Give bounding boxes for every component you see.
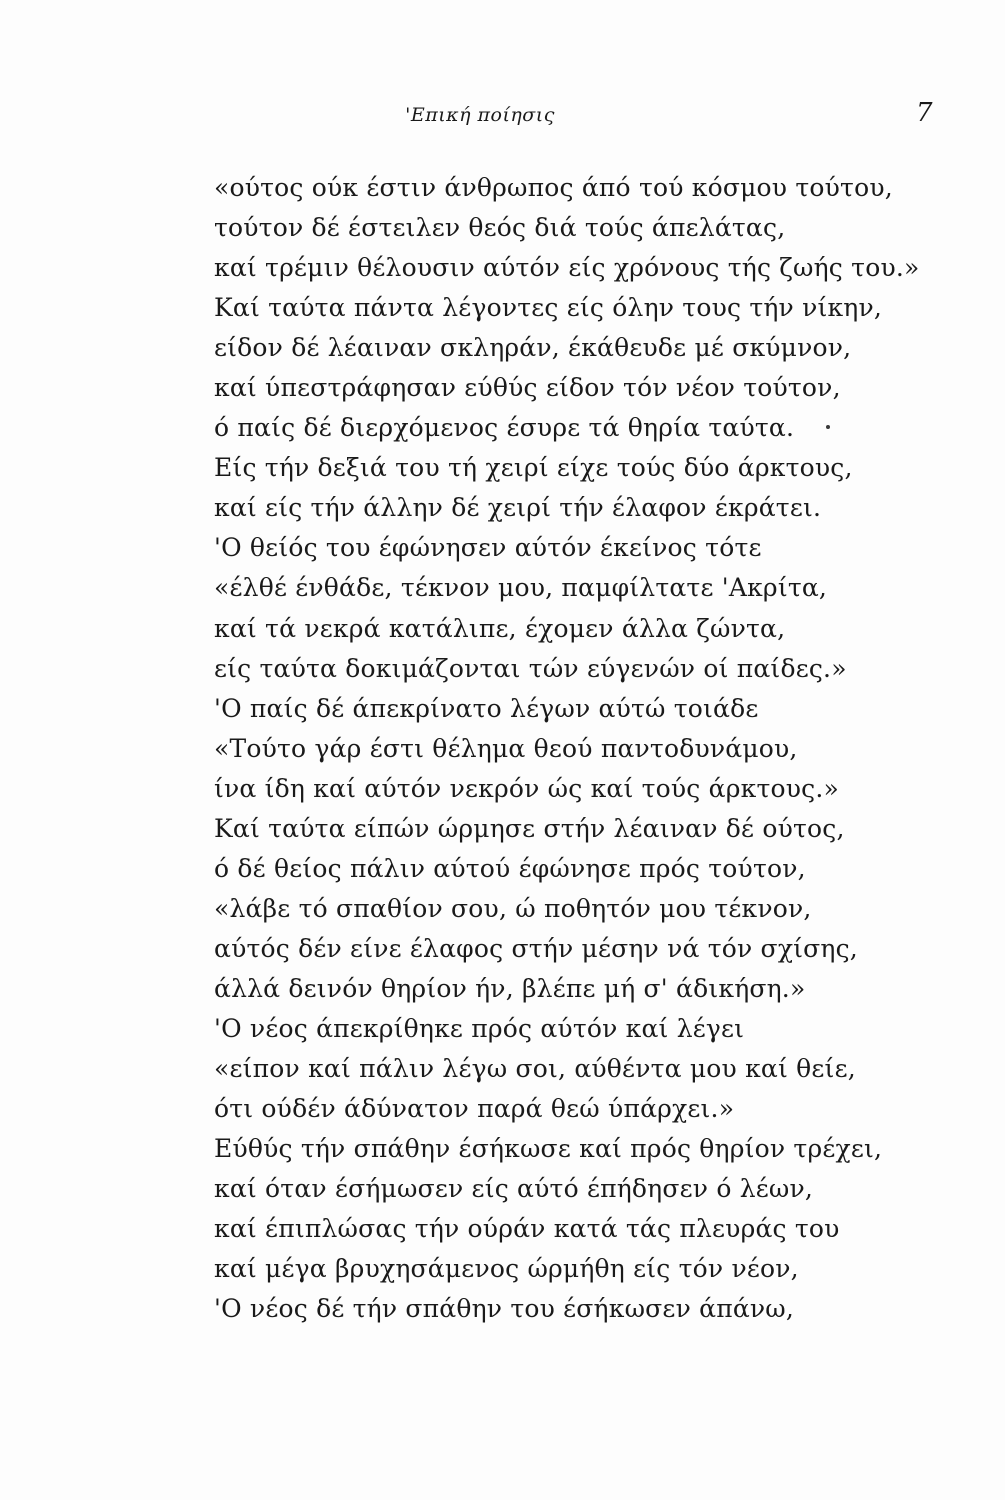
verse-line: 'Ο νέος δέ τήν σπάθην του έσήκωσεν άπάνω,: [214, 1294, 795, 1324]
verse-line: άλλά δεινόν θηρίον ήν, βλέπε μή σ' άδικήση.»: [214, 973, 806, 1003]
verse-line: Είς τήν δεξιά του τή χειρί είχε τούς δύο άρκτους,: [214, 453, 853, 483]
verse-line: Καί ταύτα είπών ώρμησε στήν λέαιναν δέ ούτος,: [214, 813, 845, 843]
verse-line: Καί ταύτα πάντα λέγοντες είς όλην τους τήν νίκην,: [214, 293, 883, 323]
verse-line: «έλθέ ένθάδε, τέκνον μου, παμφίλτατε 'Ακρίτα,: [214, 573, 828, 603]
verse-line: «Τούτο γάρ έστι θέλημα θεού παντοδυνάμου,: [214, 733, 798, 763]
page-number: 7: [916, 98, 933, 128]
verse-line: 'Ο νέος άπεκρίθηκε πρός αύτόν καί λέγει: [214, 1013, 745, 1043]
verse-line: ίνα ίδη καί αύτόν νεκρόν ώς καί τούς άρκτους.»: [214, 773, 839, 803]
verse-line: αύτός δέν είνε έλαφος στήν μέσην νά τόν σχίσης,: [214, 933, 858, 963]
verse-line: καί είς τήν άλλην δέ χειρί τήν έλαφον έκράτει.: [214, 493, 822, 523]
verse-line: καί τρέμιν θέλουσιν αύτόν είς χρόνους τής ζωής του.»: [214, 253, 920, 283]
poem-text: [214, 168, 920, 1329]
verse-line: 'Ο παίς δέ άπεκρίνατο λέγων αύτώ τοιάδε: [214, 693, 759, 723]
verse-line: είδον δέ λέαιναν σκληράν, έκάθευδε μέ σκύμνον,: [214, 333, 852, 363]
verse-line: «είπον καί πάλιν λέγω σοι, αύθέντα μου καί θείε,: [214, 1054, 856, 1084]
verse-line: Εύθύς τήν σπάθην έσήκωσε καί πρός θηρίον τρέχει,: [214, 1134, 883, 1164]
running-head: [0, 98, 1005, 136]
verse-line: καί μέγα βρυχησάμενος ώρμήθη είς τόν νέον,: [214, 1254, 799, 1284]
verse-line: καί ύπεστράφησαν εύθύς είδον τόν νέον τούτον,: [214, 373, 841, 403]
verse-line: «λάβε τό σπαθίον σου, ώ ποθητόν μου τέκνον,: [214, 893, 812, 923]
verse-line: καί τά νεκρά κατάλιπε, έχομεν άλλα ζώντα,: [214, 613, 786, 643]
verse-line: είς ταύτα δοκιμάζονται τών εύγενών οί παίδες.»: [214, 653, 847, 683]
verse-line: ό παίς δέ διερχόμενος έσυρε τά θηρία ταύτα.: [214, 413, 795, 443]
verse-line: «ούτος ούκ έστιν άνθρωπος άπό τού κόσμου τούτου,: [214, 173, 893, 202]
verse-line: καί έπιπλώσας τήν ούράν κατά τάς πλευράς του: [214, 1214, 840, 1244]
running-title: 'Επική ποίησις: [405, 104, 555, 126]
verse-line: ότι ούδέν άδύνατον παρά θεώ ύπάρχει.»: [214, 1094, 735, 1124]
print-speck: [826, 425, 830, 429]
verse-line: ό δέ θείος πάλιν αύτού έφώνησε πρός τούτον,: [214, 853, 806, 883]
verse-line: τούτον δέ έστειλεν θεός διά τούς άπελάτας,: [214, 213, 786, 243]
verse-line: 'Ο θείός του έφώνησεν αύτόν έκείνος τότε: [214, 533, 762, 563]
verse-line: καί όταν έσήμωσεν είς αύτό έπήδησεν ό λέων,: [214, 1174, 814, 1204]
